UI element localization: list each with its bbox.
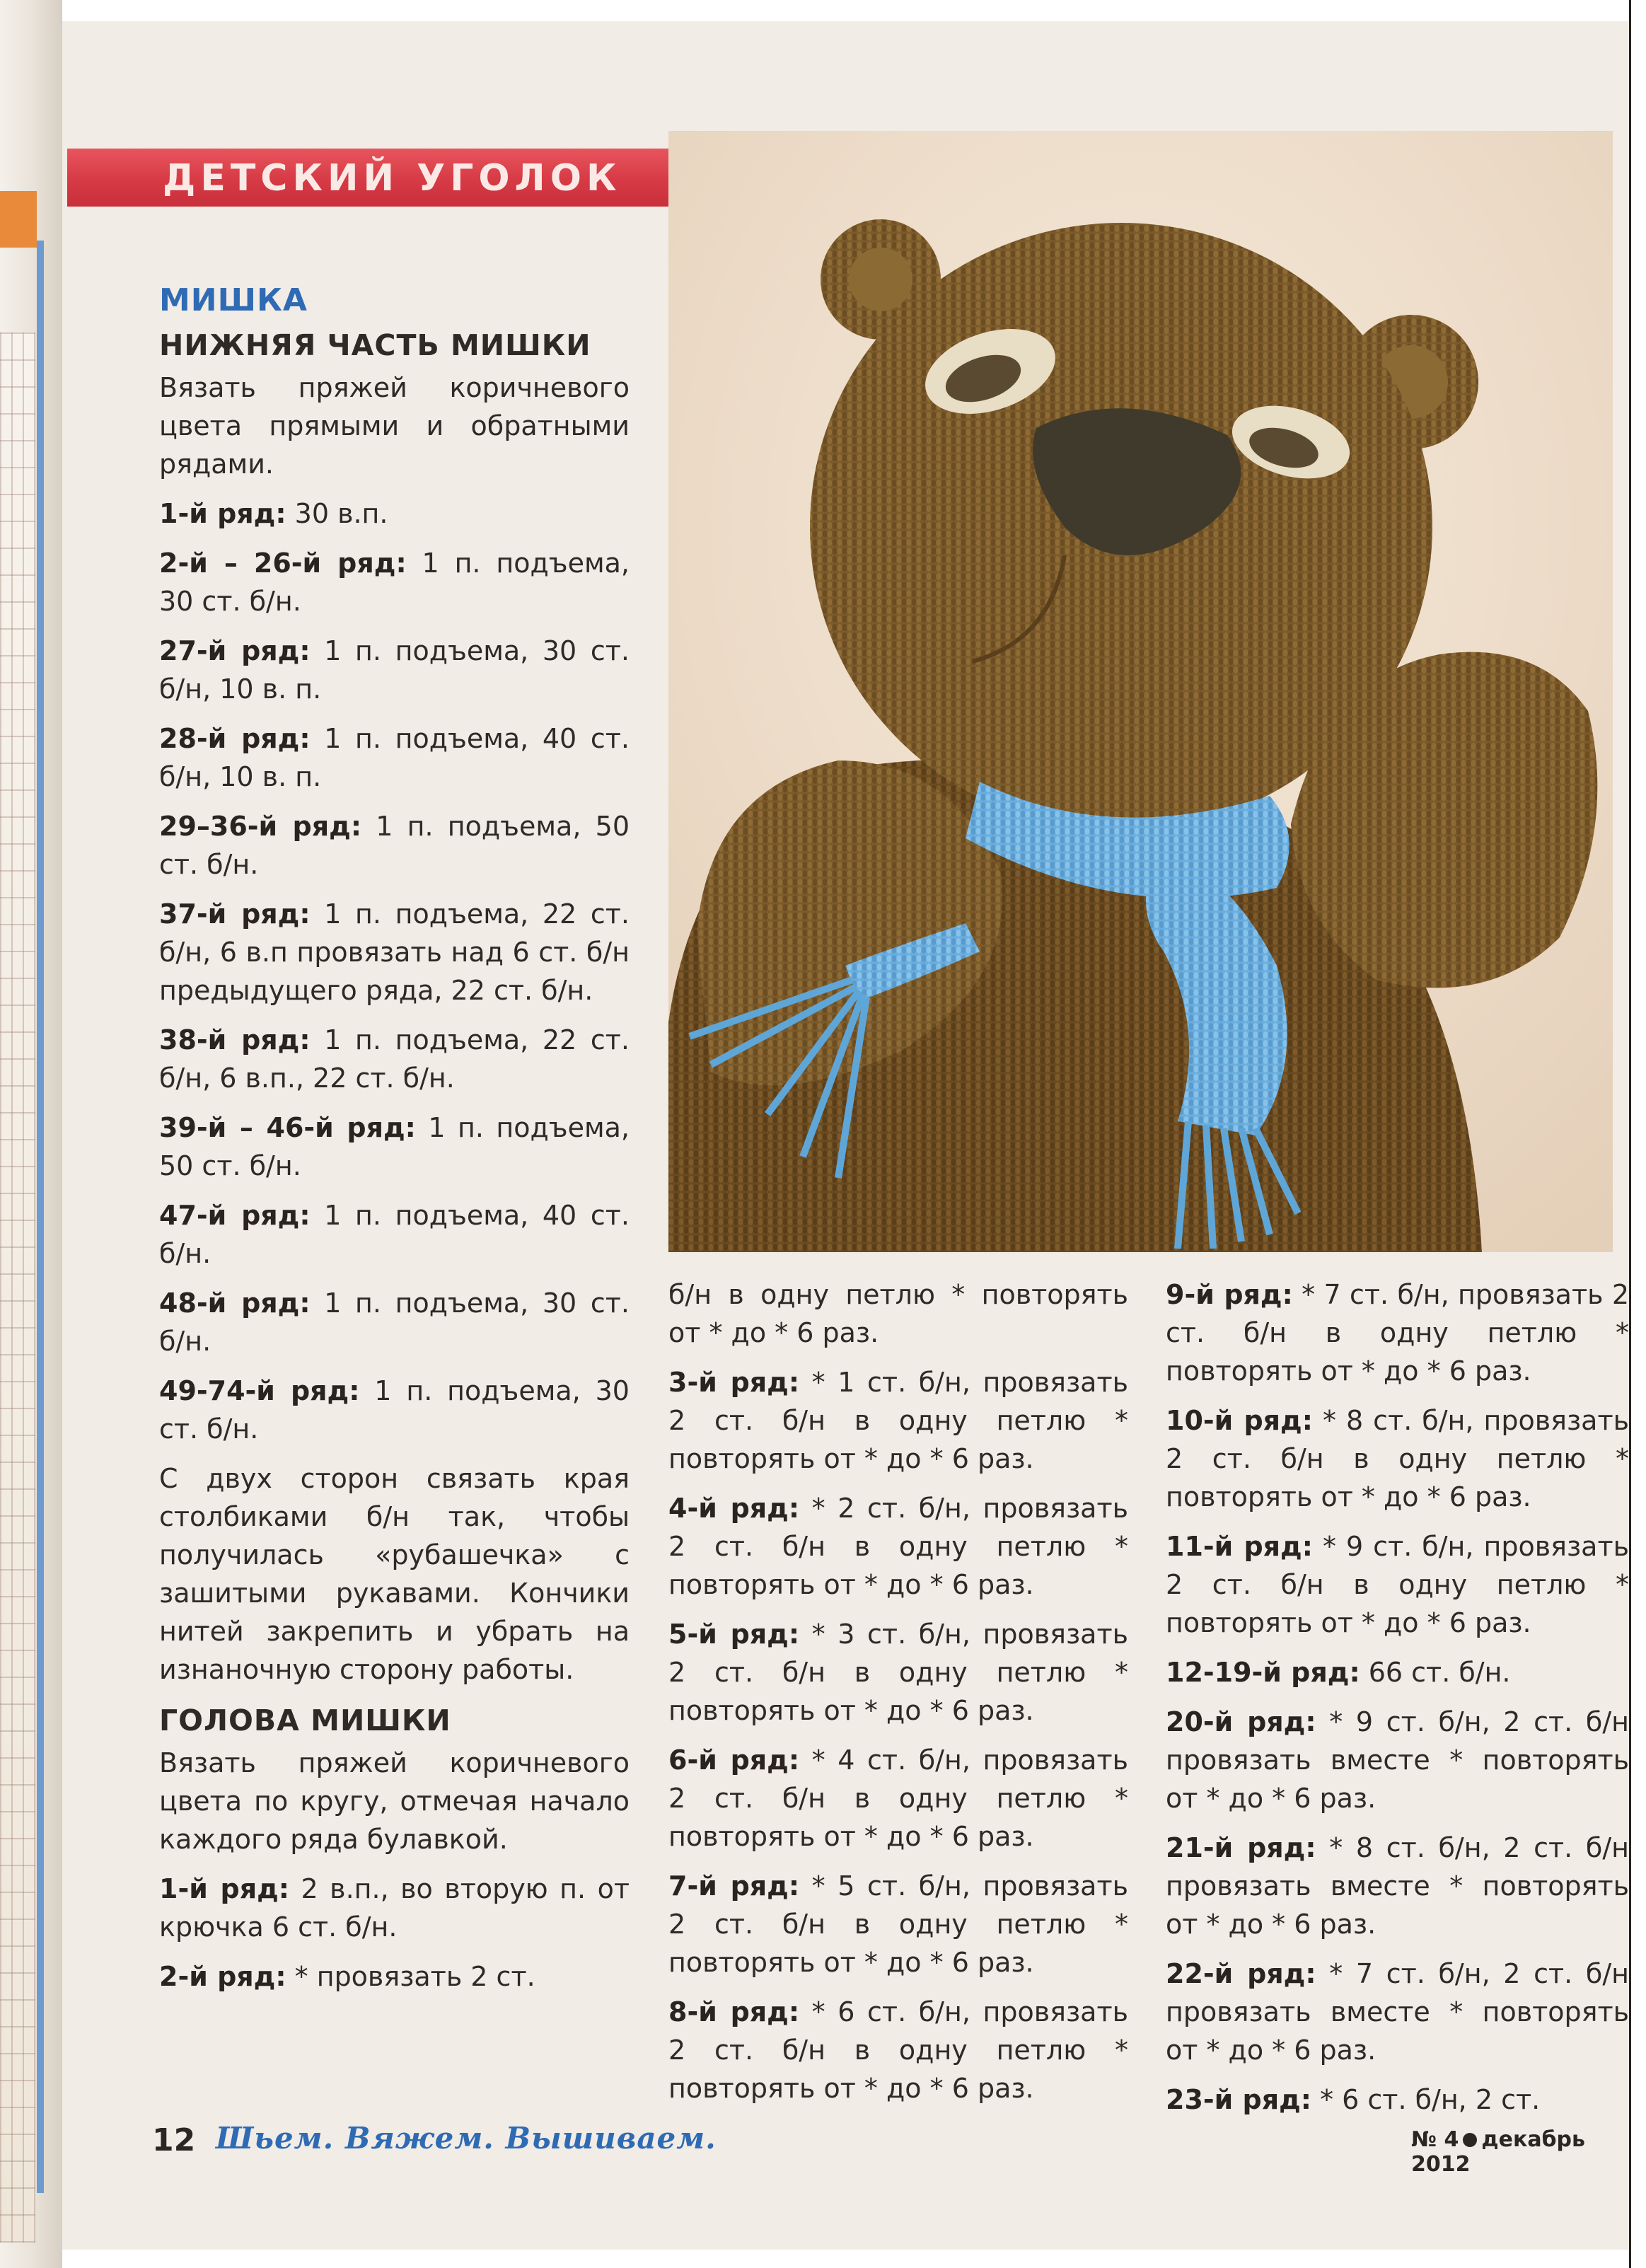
row-text: 1 п. подъема, 30 ст. б/н. bbox=[159, 1375, 630, 1445]
row-instruction bbox=[668, 1993, 1128, 2107]
teddy-bear-photo bbox=[668, 131, 1613, 1252]
lower-part-finish: С двух сторон связать края столбиками б/н так, чтобы получилась «рубашечка» с зашитыми рукавами. Кончики нитей закрепить и убрать на изнаночную сторону работы. bbox=[159, 1463, 630, 1685]
section-heading-lower-part: НИЖНЯЯ ЧАСТЬ МИШКИ bbox=[159, 328, 591, 362]
row-instruction bbox=[1166, 1703, 1629, 1817]
row-label: 27-й ряд: bbox=[159, 635, 311, 666]
row-text: 66 ст. б/н. bbox=[1360, 1657, 1511, 1688]
row-label: 11-й ряд: bbox=[1166, 1531, 1313, 1562]
row-text: * 8 ст. б/н, 2 ст. б/н провязать вместе * повторять от * до * 6 раз. bbox=[1166, 1832, 1629, 1940]
row-text: * 9 ст. б/н, провязать 2 ст. б/н в одну петлю * повторять от * до * 6 раз. bbox=[1166, 1531, 1629, 1638]
row-text: * 1 ст. б/н, провязать 2 ст. б/н в одну петлю * повторять от * до * 6 раз. bbox=[668, 1367, 1128, 1474]
row-instruction bbox=[159, 1021, 630, 1097]
row-label: 49-74-й ряд: bbox=[159, 1375, 360, 1406]
row-label: 21-й ряд: bbox=[1166, 1832, 1316, 1863]
row-label: 12-19-й ряд: bbox=[1166, 1657, 1360, 1688]
row-instruction bbox=[159, 632, 630, 708]
row-label: 38-й ряд: bbox=[159, 1024, 311, 1055]
row-text: 1 п. подъема, 50 ст. б/н. bbox=[159, 811, 630, 880]
row-text: 1 п. подъема, 40 ст. б/н. bbox=[159, 1200, 630, 1269]
row-text: * 4 ст. б/н, провязать 2 ст. б/н в одну петлю * повторять от * до * 6 раз. bbox=[668, 1745, 1128, 1852]
row-label: 8-й ряд: bbox=[668, 1996, 800, 2027]
row-instruction bbox=[159, 895, 630, 1009]
row-instruction bbox=[1166, 1275, 1629, 1390]
row-instruction bbox=[668, 1615, 1128, 1730]
row-instruction bbox=[668, 1867, 1128, 1981]
row-text: * 9 ст. б/н, 2 ст. б/н провязать вместе * повторять от * до * 6 раз. bbox=[1166, 1706, 1629, 1814]
row-label: 20-й ряд: bbox=[1166, 1706, 1316, 1737]
adjacent-page-edge bbox=[0, 0, 62, 2268]
lower-part-intro: Вязать пряжей коричневого цвета прямыми и обратными рядами. bbox=[159, 372, 630, 480]
row-text: 30 в.п. bbox=[286, 498, 388, 529]
row-label: 6-й ряд: bbox=[668, 1745, 800, 1776]
row-text: * 6 ст. б/н, провязать 2 ст. б/н в одну петлю * повторять от * до * 6 раз. bbox=[668, 1996, 1128, 2104]
row-instruction bbox=[159, 719, 630, 796]
scan-edge bbox=[1629, 0, 1646, 2268]
row-text: * 3 ст. б/н, провязать 2 ст. б/н в одну петлю * повторять от * до * 6 раз. bbox=[668, 1619, 1128, 1726]
row-instruction bbox=[668, 1741, 1128, 1856]
row-text: * 6 ст. б/н, 2 ст. bbox=[1311, 2084, 1541, 2115]
page-edge-stripe bbox=[37, 241, 44, 2193]
row-instruction bbox=[159, 807, 630, 884]
row-label: 3-й ряд: bbox=[668, 1367, 800, 1398]
row-label: 37-й ряд: bbox=[159, 898, 311, 930]
row-label: 23-й ряд: bbox=[1166, 2084, 1311, 2115]
row-continuation: б/н в одну петлю * повторять от * до * 6 раз. bbox=[668, 1279, 1128, 1348]
row-instruction bbox=[1166, 1955, 1629, 2069]
row-label: 48-й ряд: bbox=[159, 1288, 311, 1319]
row-instruction bbox=[1166, 1653, 1629, 1691]
row-instruction bbox=[668, 1363, 1128, 1478]
row-text: 2 в.п., во вторую п. от крючка 6 ст. б/н. bbox=[159, 1873, 630, 1943]
row-text: * 5 ст. б/н, провязать 2 ст. б/н в одну петлю * повторять от * до * 6 раз. bbox=[668, 1870, 1128, 1978]
row-label: 10-й ряд: bbox=[1166, 1405, 1313, 1436]
row-instruction bbox=[159, 1372, 630, 1448]
row-instruction bbox=[668, 1489, 1128, 1604]
row-label: 4-й ряд: bbox=[668, 1493, 800, 1524]
row-text: * 7 ст. б/н, провязать 2 ст. б/н в одну петлю * повторять от * до * 6 раз. bbox=[1166, 1279, 1629, 1387]
row-label: 7-й ряд: bbox=[668, 1870, 800, 1902]
row-text: 1 п. подъема, 30 ст. б/н. bbox=[159, 1288, 630, 1357]
row-label: 28-й ряд: bbox=[159, 723, 311, 754]
row-label: 2-й ряд: bbox=[159, 1961, 286, 1992]
row-instruction bbox=[159, 1957, 630, 1996]
row-label: 2-й – 26-й ряд: bbox=[159, 548, 407, 579]
row-instruction bbox=[1166, 1527, 1629, 1642]
row-instruction bbox=[159, 1284, 630, 1360]
page-number: 12 bbox=[152, 2122, 196, 2158]
row-text: * 7 ст. б/н, 2 ст. б/н провязать вместе * повторять от * до * 6 раз. bbox=[1166, 1958, 1629, 2066]
row-label: 22-й ряд: bbox=[1166, 1958, 1316, 1989]
row-text: * 8 ст. б/н, провязать 2 ст. б/н в одну петлю * повторять от * до * 6 раз. bbox=[1166, 1405, 1629, 1512]
row-text: 1 п. подъема, 40 ст. б/н, 10 в. п. bbox=[159, 723, 630, 792]
bullet-icon bbox=[1463, 2133, 1477, 2147]
row-text: 1 п. подъема, 30 ст. б/н. bbox=[159, 548, 630, 617]
row-text: * 2 ст. б/н, провязать 2 ст. б/н в одну петлю * повторять от * до * 6 раз. bbox=[668, 1493, 1128, 1600]
column-middle bbox=[668, 1275, 1128, 2119]
row-text: 1 п. подъема, 22 ст. б/н, 6 в.п., 22 ст. б/н. bbox=[159, 1024, 630, 1094]
row-instruction bbox=[159, 1870, 630, 1946]
row-label: 39-й – 46-й ряд: bbox=[159, 1112, 416, 1143]
row-label: 47-й ряд: bbox=[159, 1200, 311, 1231]
row-text: 1 п. подъема, 50 ст. б/н. bbox=[159, 1112, 630, 1181]
section-title: ДЕТСКИЙ УГОЛОК bbox=[163, 157, 622, 199]
row-text: 1 п. подъема, 30 ст. б/н, 10 в. п. bbox=[159, 635, 630, 705]
page-tab-marker bbox=[0, 191, 37, 248]
row-label: 1-й ряд: bbox=[159, 498, 286, 529]
head-intro: Вязать пряжей коричневого цвета по кругу, отмечая начало каждого ряда булавкой. bbox=[159, 1747, 630, 1855]
row-text: * провязать 2 ст. bbox=[286, 1961, 535, 1992]
row-instruction bbox=[1166, 1829, 1629, 1943]
row-instruction bbox=[159, 1109, 630, 1185]
row-instruction bbox=[159, 494, 630, 533]
issue-number: № 4 bbox=[1411, 2127, 1459, 2152]
column-right bbox=[1166, 1275, 1629, 2130]
row-instruction bbox=[159, 544, 630, 620]
issue-date: декабрь 2012 bbox=[1411, 2127, 1585, 2177]
row-instruction bbox=[159, 1196, 630, 1273]
article-title: МИШКА bbox=[159, 282, 308, 318]
pattern-grid-fragment bbox=[0, 332, 35, 2243]
column-left bbox=[159, 279, 630, 2007]
section-heading-head: ГОЛОВА МИШКИ bbox=[159, 1703, 451, 1737]
row-instruction bbox=[1166, 2081, 1629, 2119]
magazine-name: Шьем. Вяжем. Вышиваем. bbox=[216, 2121, 717, 2156]
row-label: 5-й ряд: bbox=[668, 1619, 800, 1650]
row-label: 9-й ряд: bbox=[1166, 1279, 1293, 1310]
row-instruction bbox=[1166, 1401, 1629, 1516]
issue-info bbox=[1411, 2127, 1646, 2177]
row-text: 1 п. подъема, 22 ст. б/н, 6 в.п провязать над 6 ст. б/н предыдущего ряда, 22 ст. б/н. bbox=[159, 898, 630, 1006]
row-label: 1-й ряд: bbox=[159, 1873, 289, 1904]
row-label: 29–36-й ряд: bbox=[159, 811, 362, 842]
